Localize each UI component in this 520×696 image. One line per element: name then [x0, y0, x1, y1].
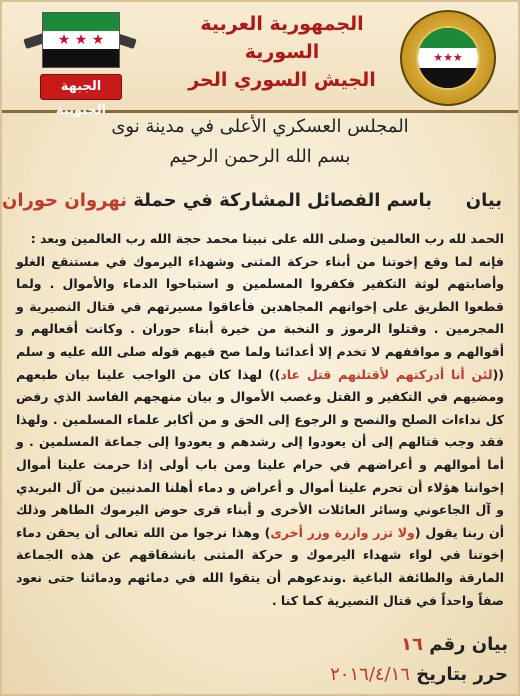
- body-paragraph: [16, 251, 504, 613]
- flag-logo: [24, 12, 136, 118]
- footer: [2, 630, 518, 696]
- statement-number-label: بيان رقم: [429, 634, 508, 655]
- flag-stars: ★ ★ ★: [57, 32, 105, 48]
- syrian-revolution-flag-icon: [42, 12, 120, 68]
- body-part-3: ) وهذا نرجوا من الله تعالى أن يحقن دماء إخوتنا في لواء شهداء اليرموك و حركة المثنى بانشقاقهم عن هذه الجماعة المارقة والطائفة الباغية .وندعوهم أن يتقوا الله في دمائهم ودمائنا حتى نعود صفاً واحداً في قتال النصيرية كما كنا .: [16, 524, 504, 608]
- body-part-2: )) لهذا كان من الواجب علينا بيان طبعهم ومضيهم في التكفير و القتل وغصب الأموال و بيان منهجهم الفاسد الذي رفض كل نداءات الصلح والنصح و الرجوع إلى الحق و من أكابر علماء المسلمين . ولهذا فقد وجب قتالهم إلى أن يعودوا إلى رشدهم و يعودوا إلى جماعة المسلمين . و أما أموالهم و أعراضهم في حرام علينا ومن باب أولى إذا حرمت علينا أموال إخواننا هؤلاء أن تحرم علينا أموال و أعراض و دماء أهلنا المدنيين من آل البريدي و آل الجاعوني وسائر العائلات الأخرى و أبناء قرى حوض اليرموك الطاهر وذلك أن ربنا يقول (: [16, 366, 505, 540]
- issue-date: [330, 664, 508, 685]
- statement-body: [16, 228, 504, 612]
- campaign-name: نهروان حوران: [2, 190, 127, 211]
- statement-heading: [2, 188, 518, 214]
- statement-word: بيان: [465, 190, 502, 211]
- body-opening: الحمد لله رب العالمين وصلى الله على نبينا محمد حجة الله رب العالمين وبعد :: [30, 231, 504, 246]
- hadith-quote: لئن أنا أدركتهم لأقتلنهم قتل عاد: [280, 366, 493, 382]
- statement-title-prefix: باسم الفصائل المشاركة في حملة: [133, 190, 432, 211]
- southern-front-label: الجبهة الجنوبية: [40, 74, 122, 100]
- statement-number-value: ١٦: [400, 634, 423, 655]
- statement-number: [401, 634, 508, 655]
- issue-date-label: حرر بتاريخ: [416, 664, 508, 685]
- body-part-1: فإنه لما وقع إخوتنا من أبناء حركة المثنى وشهداء اليرموك في مستنقع الغلو وأصابتهم لوثة التكفير فكفروا المسلمين و استباحوا الدماء والأموال . ولما قطعوا الطريق على إخوانهم المجاهدين فأعاقوا مسيرتهم في قتال النصيرية و المجرمين . وقتلوا الرموز و النخبة من خيرة أبناء حوران . وكانت أفعالهم و أقوالهم و مواقفهم لا تخدم إلا أعدائنا ولما صح فيهم قوله صلى الله عليه و سلم ((: [16, 253, 504, 382]
- emblem-seal-icon: ★★★: [400, 10, 496, 106]
- council-name: المجلس العسكري الأعلى في مدينة نوى: [111, 116, 409, 137]
- government-line-1: الجمهورية العربية السورية: [200, 13, 364, 63]
- quran-quote: ولا تزر وازرة وزر أخرى: [270, 524, 415, 540]
- issue-date-value: ٢٠١٦/٤/١٦: [330, 664, 410, 685]
- statement-title: [2, 188, 432, 214]
- basmala: بسم الله الرحمن الرحيم: [169, 146, 351, 167]
- header-band: [2, 2, 518, 118]
- government-line-2: الجيش السوري الحر: [188, 69, 376, 91]
- government-title: [162, 10, 402, 94]
